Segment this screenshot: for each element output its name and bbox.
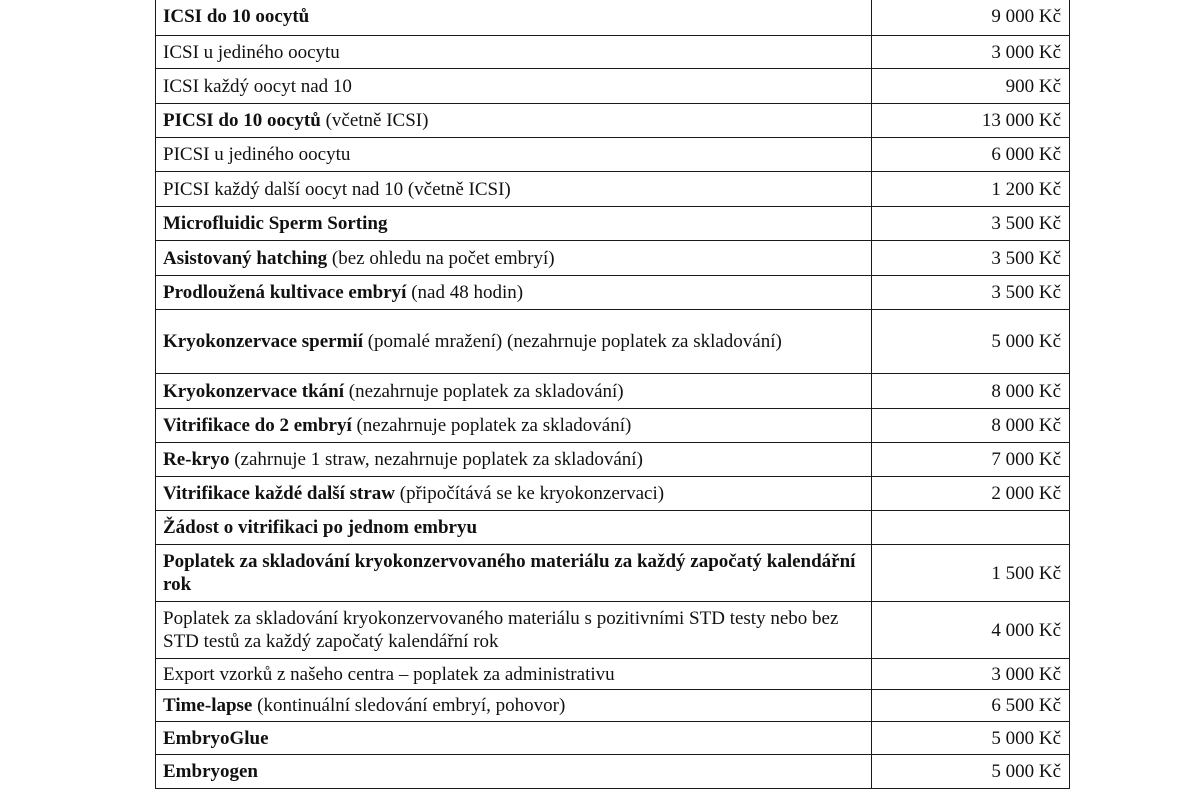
service-name-note: (připočítává se ke kryokonzervaci) (395, 483, 665, 504)
service-price: 13 000 Kč (872, 104, 1070, 138)
price-table (155, 0, 1070, 789)
service-name-note: Poplatek za skladování kryokonzervovaného materiálu s pozitivními STD testy nebo bez STD testů za každý započatý kalendářní rok (163, 608, 839, 652)
service-name (156, 207, 872, 241)
table-row (156, 443, 1070, 477)
table-row (156, 511, 1070, 545)
service-name-bold: Vitrifikace do 2 embryí (163, 415, 352, 436)
service-price: 4 000 Kč (872, 602, 1070, 659)
service-price: 8 000 Kč (872, 409, 1070, 443)
service-price: 5 000 Kč (872, 310, 1070, 374)
service-name-note: PICSI u jediného oocytu (163, 144, 351, 165)
service-name-note: (pomalé mražení) (nezahrnuje poplatek za skladování) (362, 331, 782, 352)
service-price: 3 500 Kč (872, 276, 1070, 310)
service-name (156, 276, 872, 310)
table-row (156, 241, 1070, 276)
service-name-bold: Embryogen (163, 761, 258, 782)
service-name (156, 659, 872, 690)
table-row (156, 722, 1070, 755)
table-row (156, 755, 1070, 789)
service-price: 900 Kč (872, 69, 1070, 104)
table-row (156, 602, 1070, 659)
table-row (156, 659, 1070, 690)
service-price: 2 000 Kč (872, 477, 1070, 511)
service-name (156, 0, 872, 36)
service-name (156, 690, 872, 722)
table-row (156, 0, 1070, 36)
service-price: 3 500 Kč (872, 241, 1070, 276)
table-row (156, 104, 1070, 138)
service-name (156, 36, 872, 69)
service-price: 5 000 Kč (872, 722, 1070, 755)
service-name-note: (nad 48 hodin) (406, 282, 524, 303)
service-name-bold: Re-kryo (163, 449, 230, 470)
service-name (156, 602, 872, 659)
service-name-note: (kontinuální sledování embryí, pohovor) (252, 695, 566, 716)
service-name-bold: Poplatek za skladování kryokonzervovaného materiálu za každý započatý kalendářní rok (163, 551, 856, 595)
service-price: 8 000 Kč (872, 374, 1070, 409)
service-name (156, 104, 872, 138)
service-name (156, 722, 872, 755)
service-name-bold: PICSI do 10 oocytů (163, 110, 321, 131)
service-price: 6 000 Kč (872, 138, 1070, 172)
service-price: 3 000 Kč (872, 36, 1070, 69)
service-name-bold: ICSI do 10 oocytů (163, 6, 310, 27)
service-price: 7 000 Kč (872, 443, 1070, 477)
service-price (872, 511, 1070, 545)
service-name-note: (nezahrnuje poplatek za skladování) (344, 380, 624, 402)
table-row (156, 477, 1070, 511)
service-name-note: (nezahrnuje poplatek za skladování) (351, 415, 632, 436)
service-price: 9 000 Kč (872, 0, 1070, 36)
service-name-note: Export vzorků z našeho centra – poplatek za administrativu (163, 663, 615, 685)
service-name-note: PICSI každý další oocyt nad 10 (včetně ICSI) (163, 178, 511, 200)
service-name (156, 477, 872, 511)
table-row (156, 310, 1070, 374)
service-name (156, 545, 872, 602)
service-name-bold: Žádost o vitrifikaci po jednom embryu (163, 517, 478, 538)
service-name-bold: Kryokonzervace tkání (163, 380, 345, 402)
table-row (156, 36, 1070, 69)
service-name-bold: Microfluidic Sperm Sorting (163, 213, 388, 234)
service-name (156, 443, 872, 477)
service-name (156, 69, 872, 104)
service-name (156, 374, 872, 409)
service-price: 1 200 Kč (872, 172, 1070, 207)
table-row (156, 207, 1070, 241)
table-row (156, 172, 1070, 207)
service-price: 6 500 Kč (872, 690, 1070, 722)
service-price: 1 500 Kč (872, 545, 1070, 602)
table-row (156, 69, 1070, 104)
service-name-note: (bez ohledu na počet embryí) (327, 247, 555, 269)
service-name (156, 409, 872, 443)
service-name-bold: Kryokonzervace spermií (163, 331, 363, 352)
service-name (156, 172, 872, 207)
service-name-note: ICSI u jediného oocytu (163, 41, 340, 63)
service-name-bold: Vitrifikace každé další straw (163, 483, 396, 504)
service-price: 3 000 Kč (872, 659, 1070, 690)
table-row (156, 138, 1070, 172)
service-name-bold: Prodloužená kultivace embryí (163, 282, 407, 303)
service-name (156, 138, 872, 172)
table-row (156, 409, 1070, 443)
service-name-bold: Time-lapse (163, 695, 253, 716)
table-row (156, 374, 1070, 409)
service-name (156, 241, 872, 276)
service-name-bold: EmbryoGlue (163, 727, 269, 749)
service-name-bold: Asistovaný hatching (163, 247, 328, 269)
service-price: 5 000 Kč (872, 755, 1070, 789)
table-row (156, 690, 1070, 722)
service-name-note: (včetně ICSI) (320, 110, 429, 131)
table-row (156, 545, 1070, 602)
service-name-note: (zahrnuje 1 straw, nezahrnuje poplatek za skladování) (229, 449, 643, 470)
service-name (156, 755, 872, 789)
service-price: 3 500 Kč (872, 207, 1070, 241)
table-row (156, 276, 1070, 310)
service-name-note: ICSI každý oocyt nad 10 (163, 75, 352, 97)
service-name (156, 511, 872, 545)
service-name (156, 310, 872, 374)
